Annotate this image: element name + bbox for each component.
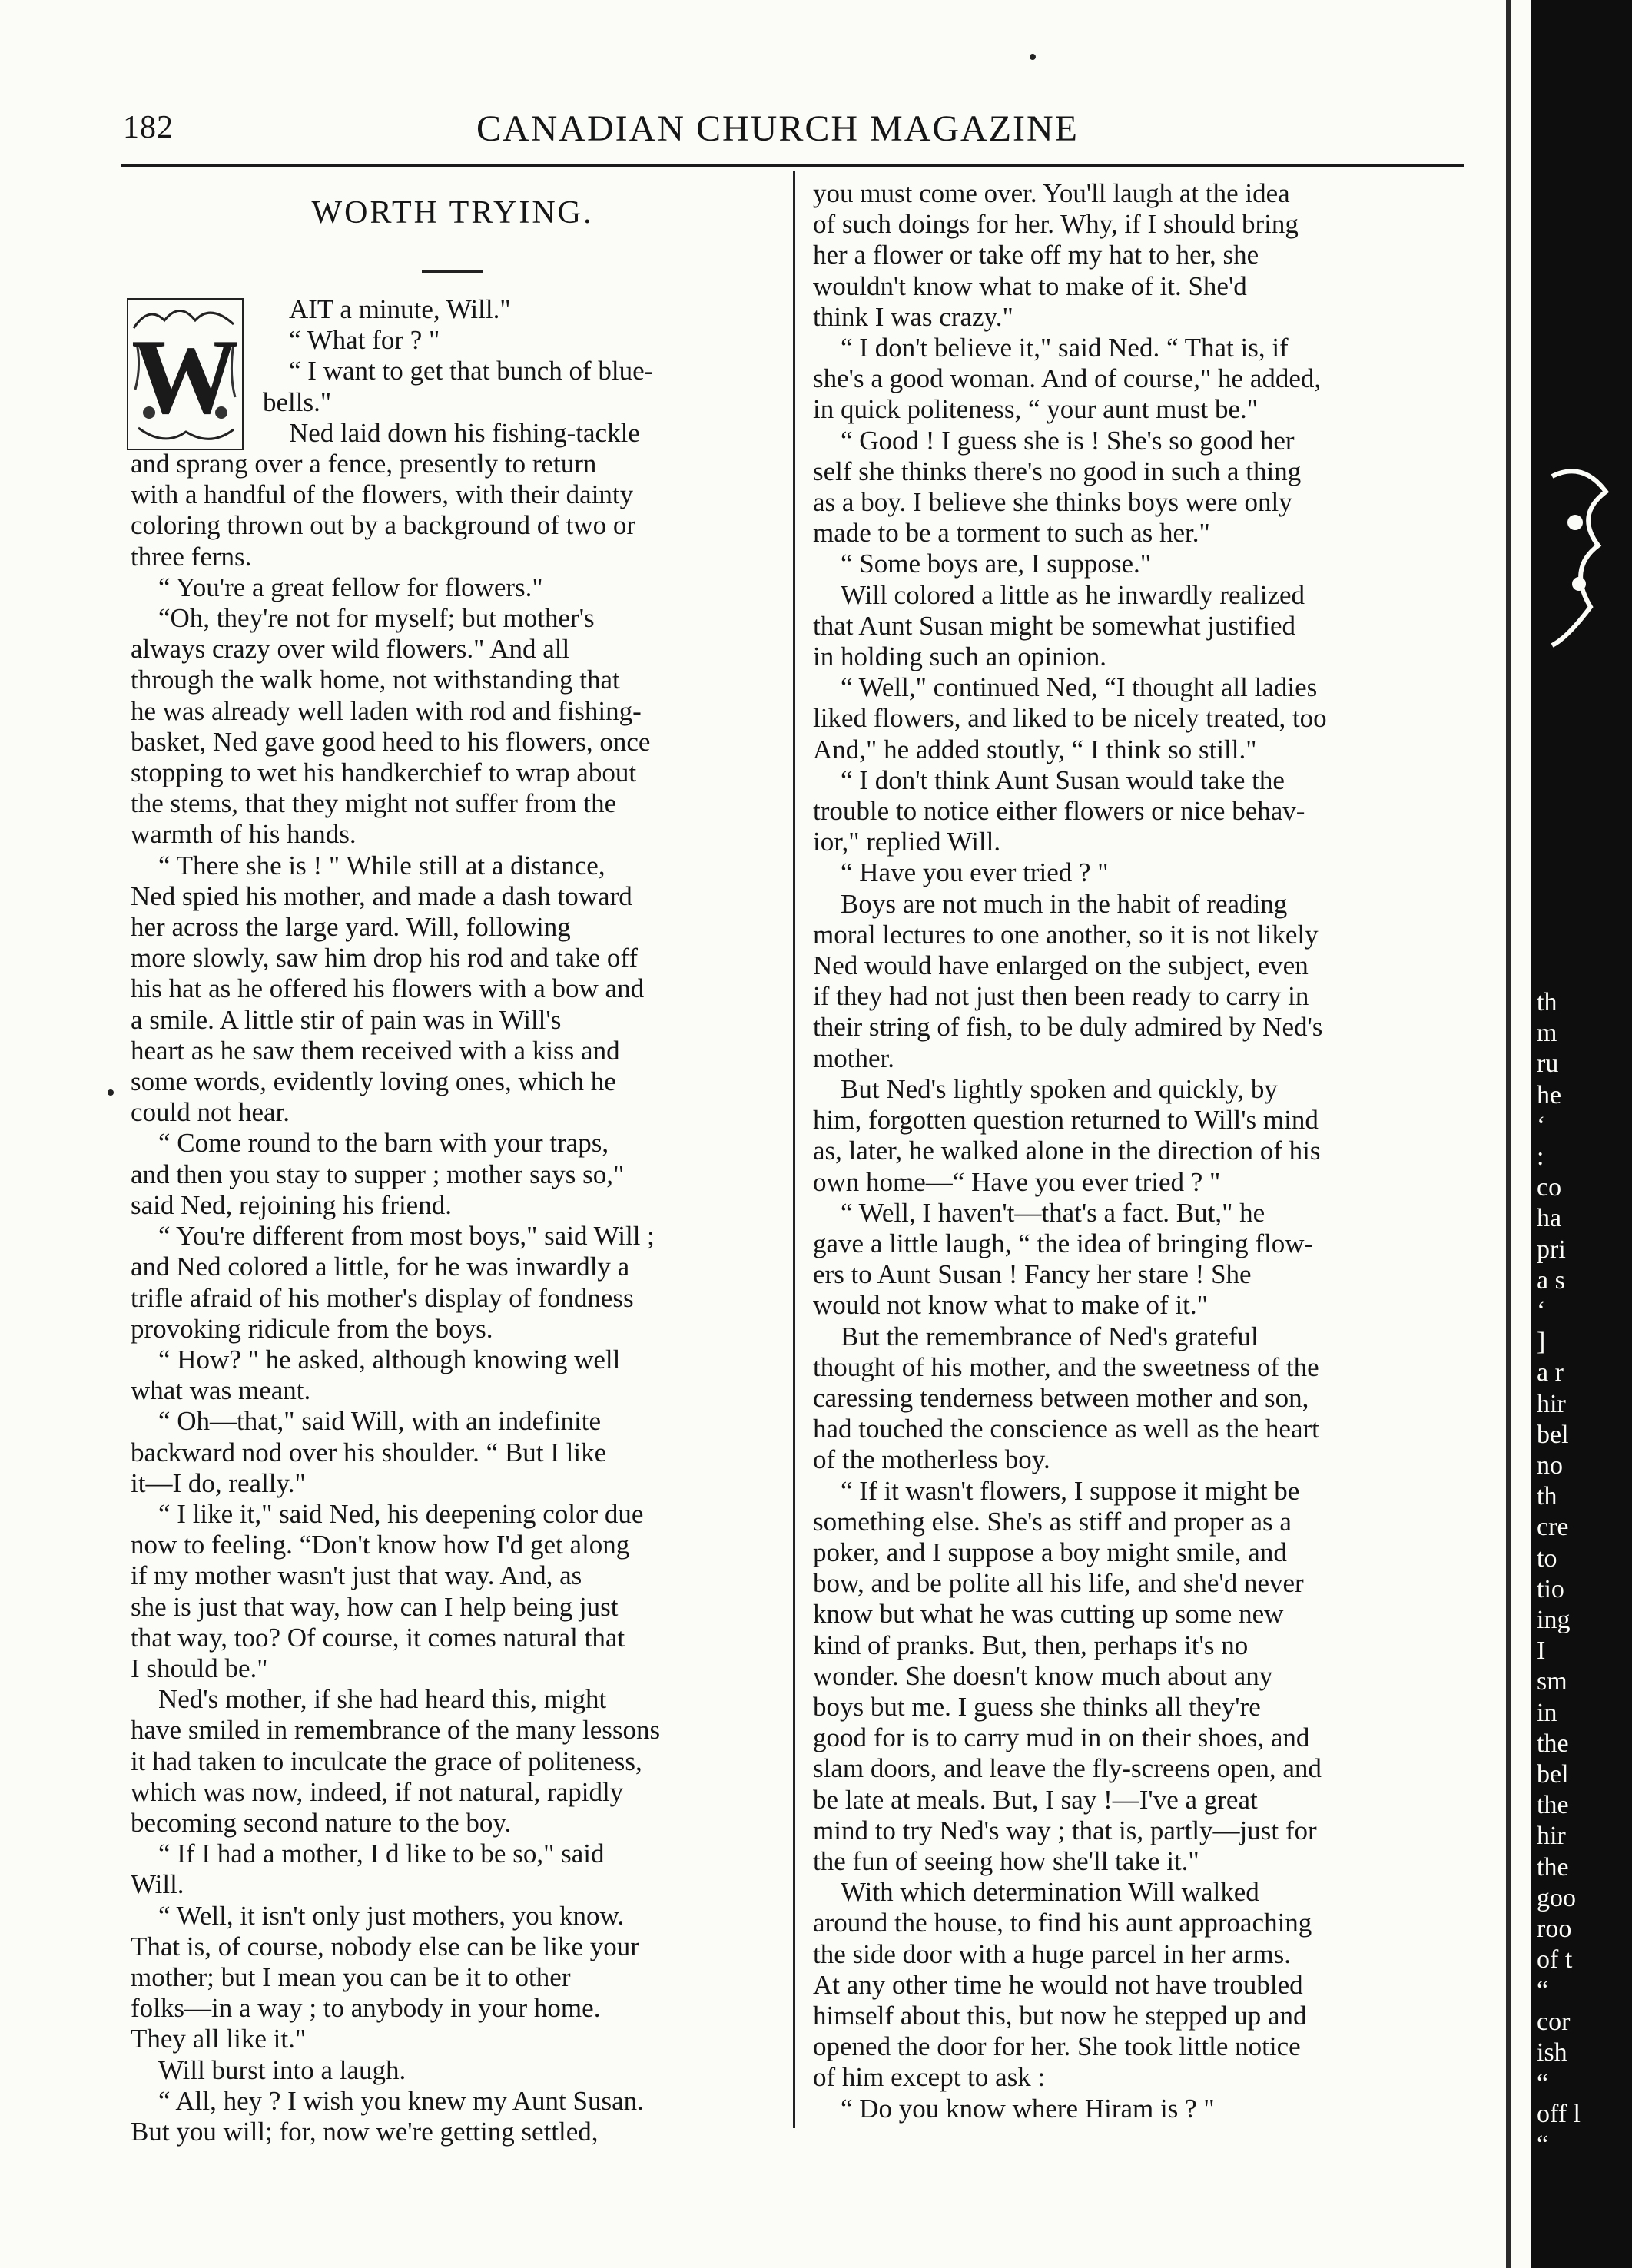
adjacent-text-fragment: “ <box>1537 2130 1549 2159</box>
adjacent-text-fragment: he <box>1537 1081 1562 1109</box>
text-line: poker, and I suppose a boy might smile, and <box>813 1537 1287 1567</box>
paragraph <box>131 2086 775 2147</box>
adjacent-text-fragment: I <box>1537 1636 1546 1665</box>
left-column-body <box>131 294 775 2147</box>
text-line: had touched the conscience as well as the heart <box>813 1414 1319 1444</box>
text-line: if they had not just then been ready to carry in <box>813 981 1309 1012</box>
text-line: trifle afraid of his mother's display of fondness <box>131 1282 634 1313</box>
adjacent-text-fragment: ] <box>1537 1328 1546 1356</box>
adjacent-text-fragment: ish <box>1537 2038 1567 2067</box>
paragraph <box>813 889 1460 1074</box>
adjacent-text-fragment: tio <box>1537 1575 1564 1603</box>
text-line: it had taken to inculcate the grace of politeness, <box>131 1746 642 1776</box>
text-line: I should be." <box>131 1653 268 1683</box>
text-line: “ What for ? " <box>289 325 440 356</box>
left-column <box>131 178 775 2147</box>
paragraph <box>813 1476 1460 1878</box>
text-line: At any other time he would not have troubled <box>813 1969 1303 2000</box>
dropcap-letter: W <box>131 317 239 436</box>
text-line: and sprang over a fence, presently to return <box>131 449 597 479</box>
adjacent-text-fragment: to <box>1537 1544 1557 1573</box>
text-line: as, later, he walked alone in the direction of his <box>813 1136 1321 1166</box>
adjacent-text-fragment: goo <box>1537 1884 1576 1912</box>
text-line: of such doings for her. Why, if I should bring <box>813 209 1299 240</box>
text-line: more slowly, saw him drop his rod and take off <box>131 943 639 973</box>
text-line: kind of pranks. But, then, perhaps it's no <box>813 1630 1249 1660</box>
text-line: But the remembrance of Ned's grateful <box>841 1321 1259 1351</box>
text-line: their string of fish, to be duly admired by Ned's <box>813 1012 1323 1043</box>
text-line: Ned would have enlarged on the subject, even <box>813 950 1309 981</box>
paragraph <box>131 2055 775 2086</box>
adjacent-text-fragment: in <box>1537 1699 1557 1727</box>
paragraph <box>131 1345 775 1406</box>
text-line: coloring thrown out by a background of two or <box>131 510 636 541</box>
text-line: “ There she is ! " While still at a distance, <box>158 850 605 880</box>
text-line: the side door with a huge parcel in her arms. <box>813 1938 1292 1969</box>
running-head: CANADIAN CHURCH MAGAZINE <box>476 108 1079 149</box>
paragraph <box>813 672 1460 765</box>
text-line: he was already well laden with rod and fishing- <box>131 695 642 726</box>
text-line: “ Well," continued Ned, “I thought all ladies <box>841 672 1318 703</box>
adjacent-text-fragment: hir <box>1537 1822 1566 1850</box>
paragraph <box>131 1684 775 1839</box>
text-line: “ Some boys are, I suppose." <box>841 549 1152 579</box>
text-line: That is, of course, nobody else can be like your <box>131 1931 639 1961</box>
paragraph <box>813 549 1460 579</box>
text-line: “Oh, they're not for myself; but mother's <box>158 603 595 634</box>
text-line: something else. She's as stiff and proper as a <box>813 1506 1292 1537</box>
text-line: of him except to ask : <box>813 2062 1046 2093</box>
adjacent-text-fragment: th <box>1537 988 1557 1016</box>
adjacent-text-fragment: the <box>1537 1791 1569 1819</box>
text-line: “ All, hey ? I wish you knew my Aunt Susan. <box>158 2085 644 2116</box>
text-line: would not know what to make of it." <box>813 1290 1208 1321</box>
paragraph <box>131 1221 775 1345</box>
column-divider <box>793 171 795 2128</box>
text-line: boys but me. I guess she thinks all they're <box>813 1691 1261 1722</box>
text-line: and then you stay to supper ; mother says so," <box>131 1159 625 1189</box>
text-line: own home—“ Have you ever tried ? " <box>813 1166 1221 1197</box>
binding-edge <box>1506 0 1511 2268</box>
text-line: backward nod over his shoulder. “ But I like <box>131 1437 607 1467</box>
text-line: warmth of his hands. <box>131 819 357 850</box>
text-line: AIT a minute, Will." <box>289 294 511 324</box>
text-line: bow, and be polite all his life, and she'd never <box>813 1568 1304 1599</box>
text-line: Will. <box>131 1869 184 1900</box>
text-line: bells." <box>263 386 332 417</box>
adjacent-text-fragment: off l <box>1537 2100 1581 2128</box>
text-line: opened the door for her. She took little notice <box>813 2031 1301 2062</box>
text-line: good for is to carry mud in on their shoes, and <box>813 1723 1310 1753</box>
adjacent-text-fragment: the <box>1537 1853 1569 1882</box>
right-column <box>813 178 1460 2124</box>
text-line: “ If it wasn't flowers, I suppose it might be <box>841 1475 1300 1506</box>
text-line: through the walk home, not withstanding that <box>131 665 620 695</box>
adjacent-text-fragment: bel <box>1537 1760 1569 1789</box>
text-line: himself about this, but now he stepped up and <box>813 2000 1307 2031</box>
text-line: mind to try Ned's way ; that is, partly—just for <box>813 1815 1317 1845</box>
text-line: stopping to wet his handkerchief to wrap about <box>131 758 637 788</box>
adjacent-text-fragment: ru <box>1537 1049 1559 1078</box>
dropcap-ornament-icon <box>126 297 244 451</box>
text-line: Ned's mother, if she had heard this, might <box>158 1684 607 1715</box>
text-line: mother; but I mean you can be it to other <box>131 1961 571 1992</box>
text-line: “ I like it," said Ned, his deepening color due <box>158 1498 644 1529</box>
text-line: always crazy over wild flowers." And all <box>131 634 570 665</box>
text-line: slam doors, and leave the fly-screens open, and <box>813 1753 1322 1784</box>
text-line: think I was crazy." <box>813 301 1013 332</box>
adjacent-text-fragment: co <box>1537 1173 1562 1202</box>
paragraph <box>813 1198 1460 1321</box>
text-line: “ You're different from most boys," said Will ; <box>158 1221 655 1252</box>
text-line: and Ned colored a little, for he was inwardly a <box>131 1252 630 1282</box>
text-line: But Ned's lightly spoken and quickly, by <box>841 1073 1278 1104</box>
text-line: moral lectures to one another, so it is not likely <box>813 919 1319 950</box>
text-line: “ How? " he asked, although knowing well <box>158 1344 621 1374</box>
text-line: made to be a torment to such as her." <box>813 518 1210 549</box>
adjacent-text-fragment: : <box>1537 1142 1544 1171</box>
text-line: in holding such an opinion. <box>813 642 1107 672</box>
paragraph <box>813 765 1460 858</box>
text-line: Ned spied his mother, and made a dash toward <box>131 880 632 911</box>
text-line: trouble to notice either flowers or nice behav- <box>813 796 1305 827</box>
title-divider <box>422 270 483 273</box>
text-line: “ Do you know where Hiram is ? " <box>841 2093 1215 2124</box>
text-line: wonder. She doesn't know much about any <box>813 1660 1273 1691</box>
paragraph <box>813 1321 1460 1476</box>
text-line: folks—in a way ; to anybody in your home. <box>131 1993 601 2024</box>
paragraph <box>813 580 1460 673</box>
text-line: now to feeling. “Don't know how I'd get along <box>131 1530 630 1560</box>
text-line: “ Have you ever tried ? " <box>841 857 1109 888</box>
paragraph <box>131 1901 775 2055</box>
paragraph <box>813 2094 1460 2124</box>
paragraph <box>131 1839 775 1900</box>
text-line: Will burst into a laugh. <box>158 2054 406 2085</box>
text-line: she's a good woman. And of course," he added, <box>813 363 1322 394</box>
text-line: caressing tenderness between mother and son, <box>813 1382 1309 1413</box>
text-line: said Ned, rejoining his friend. <box>131 1189 452 1220</box>
text-line: “ I don't believe it," said Ned. “ That is, if <box>841 333 1289 363</box>
paragraph <box>813 333 1460 426</box>
paragraph <box>131 1406 775 1499</box>
text-line: They all like it." <box>131 2024 307 2054</box>
text-line: him, forgotten question returned to Will's mind <box>813 1105 1319 1136</box>
adjacent-text-fragment: the <box>1537 1729 1569 1758</box>
text-line: if my mother wasn't just that way. And, as <box>131 1560 582 1591</box>
adjacent-text-fragment: “ <box>1537 2069 1549 2097</box>
paragraph <box>813 857 1460 888</box>
text-line: be late at meals. But, I say !—I've a great <box>813 1784 1258 1815</box>
text-line: could not hear. <box>131 1097 290 1128</box>
adjacent-text-fragment: ing <box>1537 1606 1571 1634</box>
paragraph <box>131 1499 775 1684</box>
adjacent-text-fragment: no <box>1537 1451 1563 1480</box>
text-line: “ I don't think Aunt Susan would take the <box>841 764 1285 795</box>
text-line: wouldn't know what to make of it. She'd <box>813 270 1247 301</box>
text-line: “ Well, I haven't—that's a fact. But," he <box>841 1197 1265 1228</box>
adjacent-text-fragment: a s <box>1537 1266 1565 1295</box>
text-line: provoking ridicule from the boys. <box>131 1313 493 1344</box>
paragraph <box>131 850 775 1129</box>
text-line: Boys are not much in the habit of reading <box>841 888 1288 919</box>
adjacent-text-fragment: m <box>1537 1019 1557 1047</box>
text-line: Will colored a little as he inwardly realized <box>841 579 1305 610</box>
text-line: as a boy. I believe she thinks boys were only <box>813 487 1292 518</box>
text-line: ior," replied Will. <box>813 827 1001 857</box>
text-line: basket, Ned gave good heed to his flowers, once <box>131 726 651 757</box>
text-line: with a handful of the flowers, with their dainty <box>131 479 634 510</box>
adjacent-text-fragment: th <box>1537 1482 1557 1510</box>
text-line: know but what he was cutting up some new <box>813 1599 1284 1630</box>
text-line: that way, too? Of course, it comes natural that <box>131 1622 625 1653</box>
text-line: “ I want to get that bunch of blue- <box>289 356 654 386</box>
article-title: WORTH TRYING. <box>311 195 594 230</box>
right-column-body <box>813 178 1460 2124</box>
adjacent-text-fragment: ‘ <box>1537 1297 1546 1325</box>
page-number: 182 <box>123 110 174 145</box>
text-line: three ferns. <box>131 541 252 572</box>
text-line: in quick politeness, “ your aunt must be." <box>813 394 1259 425</box>
text-line: you must come over. You'll laugh at the idea <box>813 178 1290 208</box>
adjacent-text-fragment: cor <box>1537 2008 1571 2036</box>
text-line: liked flowers, and liked to be nicely treated, too <box>813 703 1327 734</box>
text-line: her a flower or take off my hat to her, she <box>813 240 1259 270</box>
adjacent-text-fragment: of t <box>1537 1945 1573 1974</box>
text-line: what was meant. <box>131 1375 311 1406</box>
adjacent-text-fragment: pri <box>1537 1235 1566 1264</box>
text-line: his hat as he offered his flowers with a bow and <box>131 973 645 1004</box>
adjacent-page-ornament-icon <box>1537 461 1621 653</box>
text-line: the stems, that they might not suffer from the <box>131 788 617 819</box>
text-line: “ If I had a mother, I d like to be so," said <box>158 1839 605 1869</box>
speck <box>108 1089 114 1096</box>
text-line: thought of his mother, and the sweetness of the <box>813 1351 1319 1382</box>
text-line: heart as he saw them received with a kiss and <box>131 1035 620 1066</box>
text-line: have smiled in remembrance of the many lessons <box>131 1715 661 1746</box>
adjacent-text-fragment: sm <box>1537 1667 1567 1696</box>
paragraph <box>131 572 775 603</box>
text-line: which was now, indeed, if not natural, rapidly <box>131 1776 624 1807</box>
text-line: the fun of seeing how she'll take it." <box>813 1845 1199 1876</box>
adjacent-text-fragment: ‘ <box>1537 1112 1546 1140</box>
text-line: some words, evidently loving ones, which he <box>131 1066 616 1097</box>
paragraph <box>131 603 775 850</box>
text-line: she is just that way, how can I help being just <box>131 1591 619 1622</box>
paragraph <box>131 1128 775 1221</box>
text-line: becoming second nature to the boy. <box>131 1807 512 1838</box>
speck <box>1030 54 1036 60</box>
paragraph <box>813 426 1460 549</box>
adjacent-text-fragment: a r <box>1537 1358 1564 1387</box>
adjacent-text-fragment: roo <box>1537 1915 1572 1943</box>
text-line: her across the large yard. Will, following <box>131 912 571 943</box>
adjacent-text-fragment: cre <box>1537 1513 1569 1541</box>
adjacent-text-fragment: bel <box>1537 1421 1569 1449</box>
paragraph <box>813 1877 1460 2093</box>
paragraph <box>813 178 1460 333</box>
text-line: And," he added stoutly, “ I think so still." <box>813 734 1257 764</box>
paragraph <box>813 1074 1460 1198</box>
text-line: “ Well, it isn't only just mothers, you know. <box>158 1900 625 1931</box>
text-line: ers to Aunt Susan ! Fancy her stare ! She <box>813 1259 1252 1290</box>
text-line: With which determination Will walked <box>841 1877 1259 1908</box>
text-line: “ Oh—that," said Will, with an indefinite <box>158 1406 602 1437</box>
text-line: Ned laid down his fishing-tackle <box>289 417 640 448</box>
text-line: “ Come round to the barn with your traps, <box>158 1128 609 1159</box>
text-line: a smile. A little stir of pain was in Will's <box>131 1004 562 1035</box>
text-line: “ You're a great fellow for flowers." <box>158 572 543 602</box>
dropcap-block <box>131 294 775 2147</box>
adjacent-text-fragment: hir <box>1537 1390 1566 1418</box>
text-line: self she thinks there's no good in such a thing <box>813 456 1302 486</box>
adjacent-text-fragment: “ <box>1537 1976 1549 2004</box>
text-line: mother. <box>813 1043 894 1073</box>
text-line: “ Good ! I guess she is ! She's so good her <box>841 425 1295 456</box>
header-rule <box>121 164 1464 167</box>
adjacent-text-fragment: ha <box>1537 1204 1562 1232</box>
text-line: around the house, to find his aunt approaching <box>813 1908 1312 1938</box>
text-line: But you will; for, now we're getting settled, <box>131 2116 599 2147</box>
text-line: gave a little laugh, “ the idea of bringing flow- <box>813 1228 1314 1258</box>
text-line: that Aunt Susan might be somewhat justified <box>813 610 1296 641</box>
text-line: it—I do, really." <box>131 1467 306 1498</box>
text-line: of the motherless boy. <box>813 1444 1050 1475</box>
